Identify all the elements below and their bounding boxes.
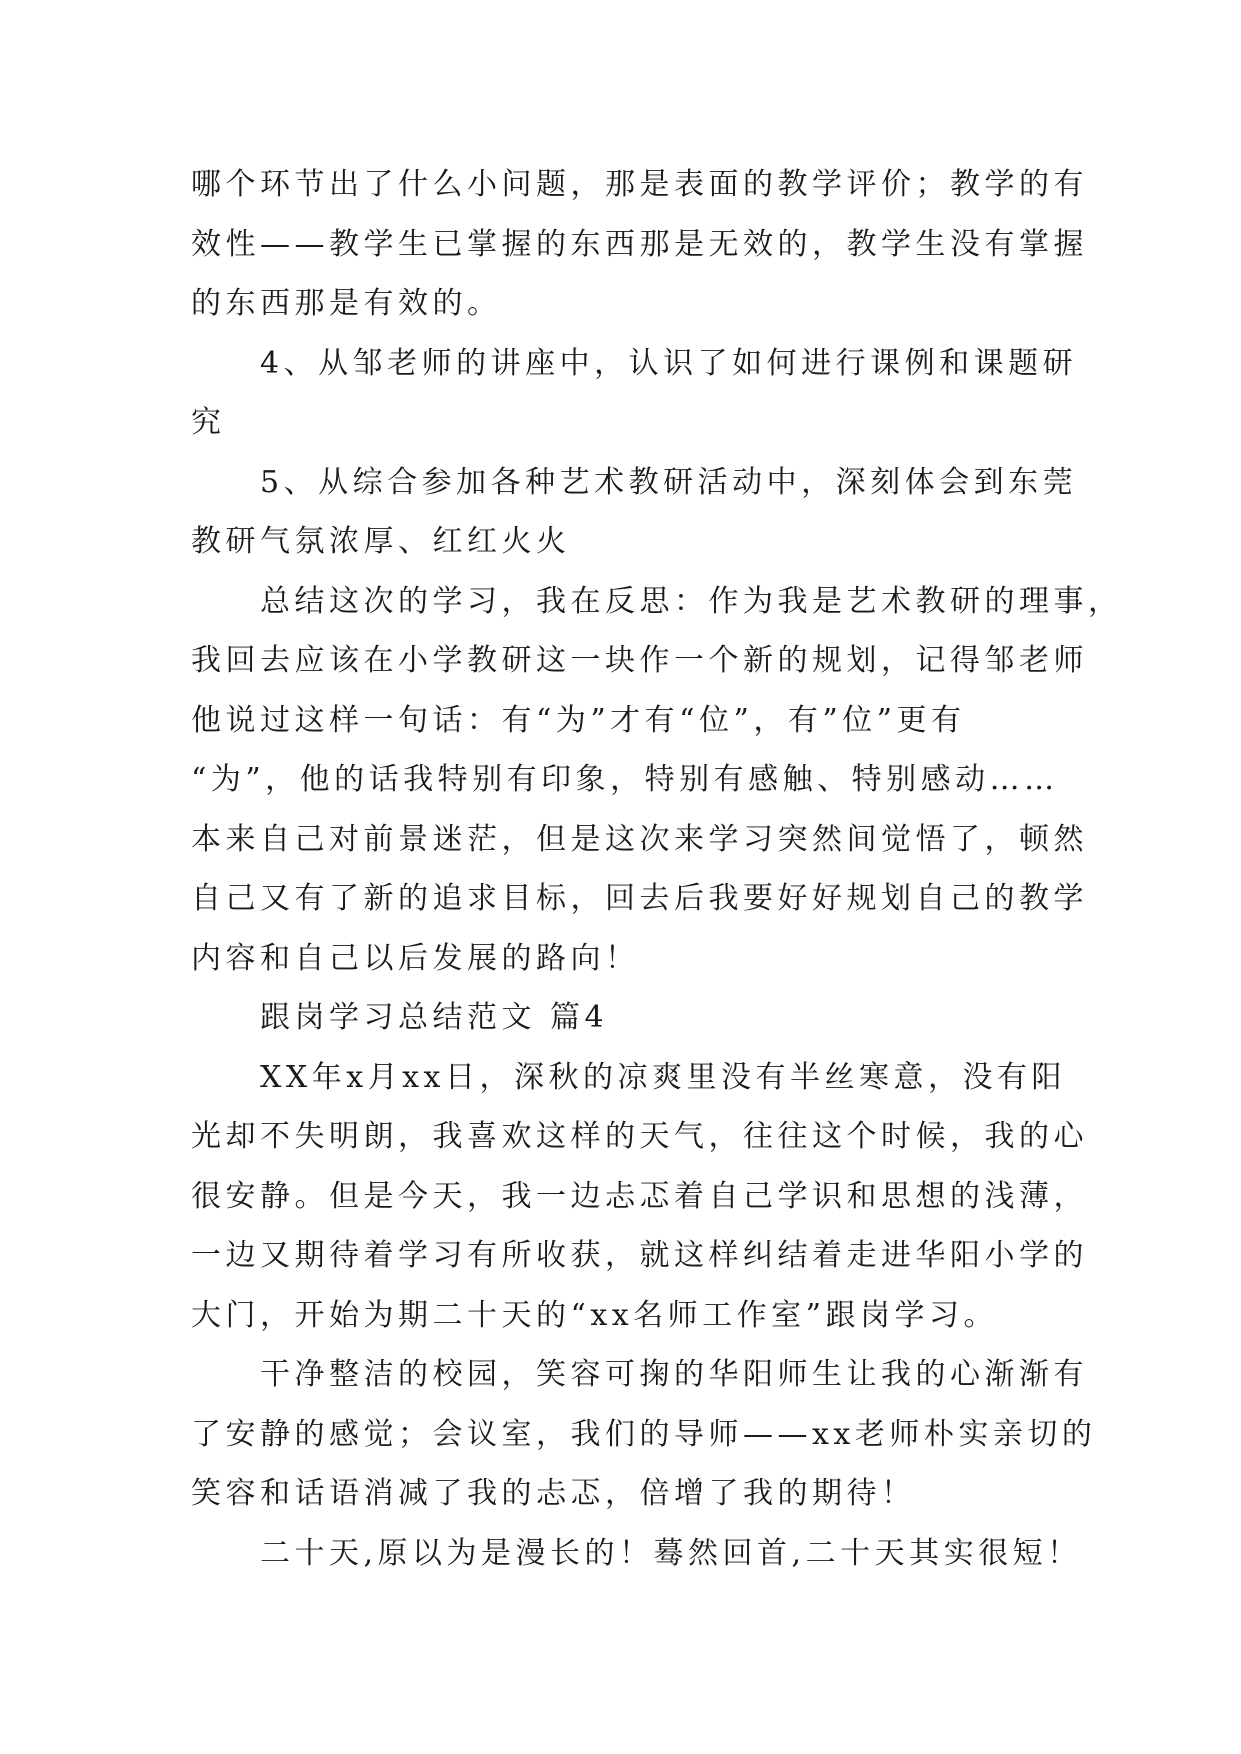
text-line: 他说过这样一句话：有“为”才有“位”，有”位”更有 bbox=[191, 702, 966, 738]
text-line: 的东西那是有效的。 bbox=[191, 286, 502, 321]
text-line: 二十天,原以为是漫长的！蓦然回首,二十天其实很短！ bbox=[191, 1535, 1082, 1571]
text-line: 教研气氛浓厚、红红火火 bbox=[191, 524, 571, 559]
text-line: 光却不失明朗，我喜欢这样的天气，往往这个时候，我的心 bbox=[191, 1119, 1088, 1154]
text-line: 一边又期待着学习有所收获，就这样纠结着走进华阳小学的 bbox=[191, 1238, 1088, 1273]
text-line: 自己又有了新的追求目标，回去后我要好好规划自己的教学 bbox=[191, 881, 1088, 916]
document-body bbox=[191, 155, 1123, 1583]
text-line: 笑容和话语消减了我的忐忑，倍增了我的期待！ bbox=[191, 1476, 916, 1511]
text-line: XX年x月xx日，深秋的凉爽里没有半丝寒意，没有阳 bbox=[191, 1059, 1066, 1095]
text-line: 总结这次的学习，我在反思：作为我是艺术教研的理事， bbox=[191, 583, 1123, 619]
text-line: 干净整洁的校园，笑容可掬的华阳师生让我的心渐渐有 bbox=[191, 1357, 1088, 1392]
text-line: 本来自己对前景迷茫，但是这次来学习突然间觉悟了，顿然 bbox=[191, 821, 1088, 857]
text-line: 5、从综合参加各种艺术教研活动中，深刻体会到东莞 bbox=[191, 464, 1078, 500]
section-heading: 跟岗学习总结范文 篇4 bbox=[191, 1000, 609, 1035]
text-line: 很安静。但是今天，我一边忐忑着自己学识和思想的浅薄， bbox=[191, 1178, 1088, 1214]
text-line: 我回去应该在小学教研这一块作一个新的规划，记得邹老师 bbox=[191, 643, 1088, 678]
text-line: 4、从邹老师的讲座中，认识了如何进行课例和课题研 bbox=[191, 345, 1078, 381]
text-line: 哪个环节出了什么小问题，那是表面的教学评价；教学的有 bbox=[191, 167, 1088, 202]
text-line: “为”，他的话我特别有印象，特别有感触、特别感动…… bbox=[191, 762, 1059, 797]
text-line: 效性——教学生已掌握的东西那是无效的，教学生没有掌握 bbox=[191, 226, 1088, 262]
text-line: 究 bbox=[191, 405, 226, 440]
text-line: 了安静的感觉；会议室，我们的导师——xx老师朴实亲切的 bbox=[191, 1416, 1097, 1452]
text-line: 内容和自己以后发展的路向！ bbox=[191, 940, 640, 976]
text-line: 大门，开始为期二十天的“xx名师工作室”跟岗学习。 bbox=[191, 1297, 999, 1333]
